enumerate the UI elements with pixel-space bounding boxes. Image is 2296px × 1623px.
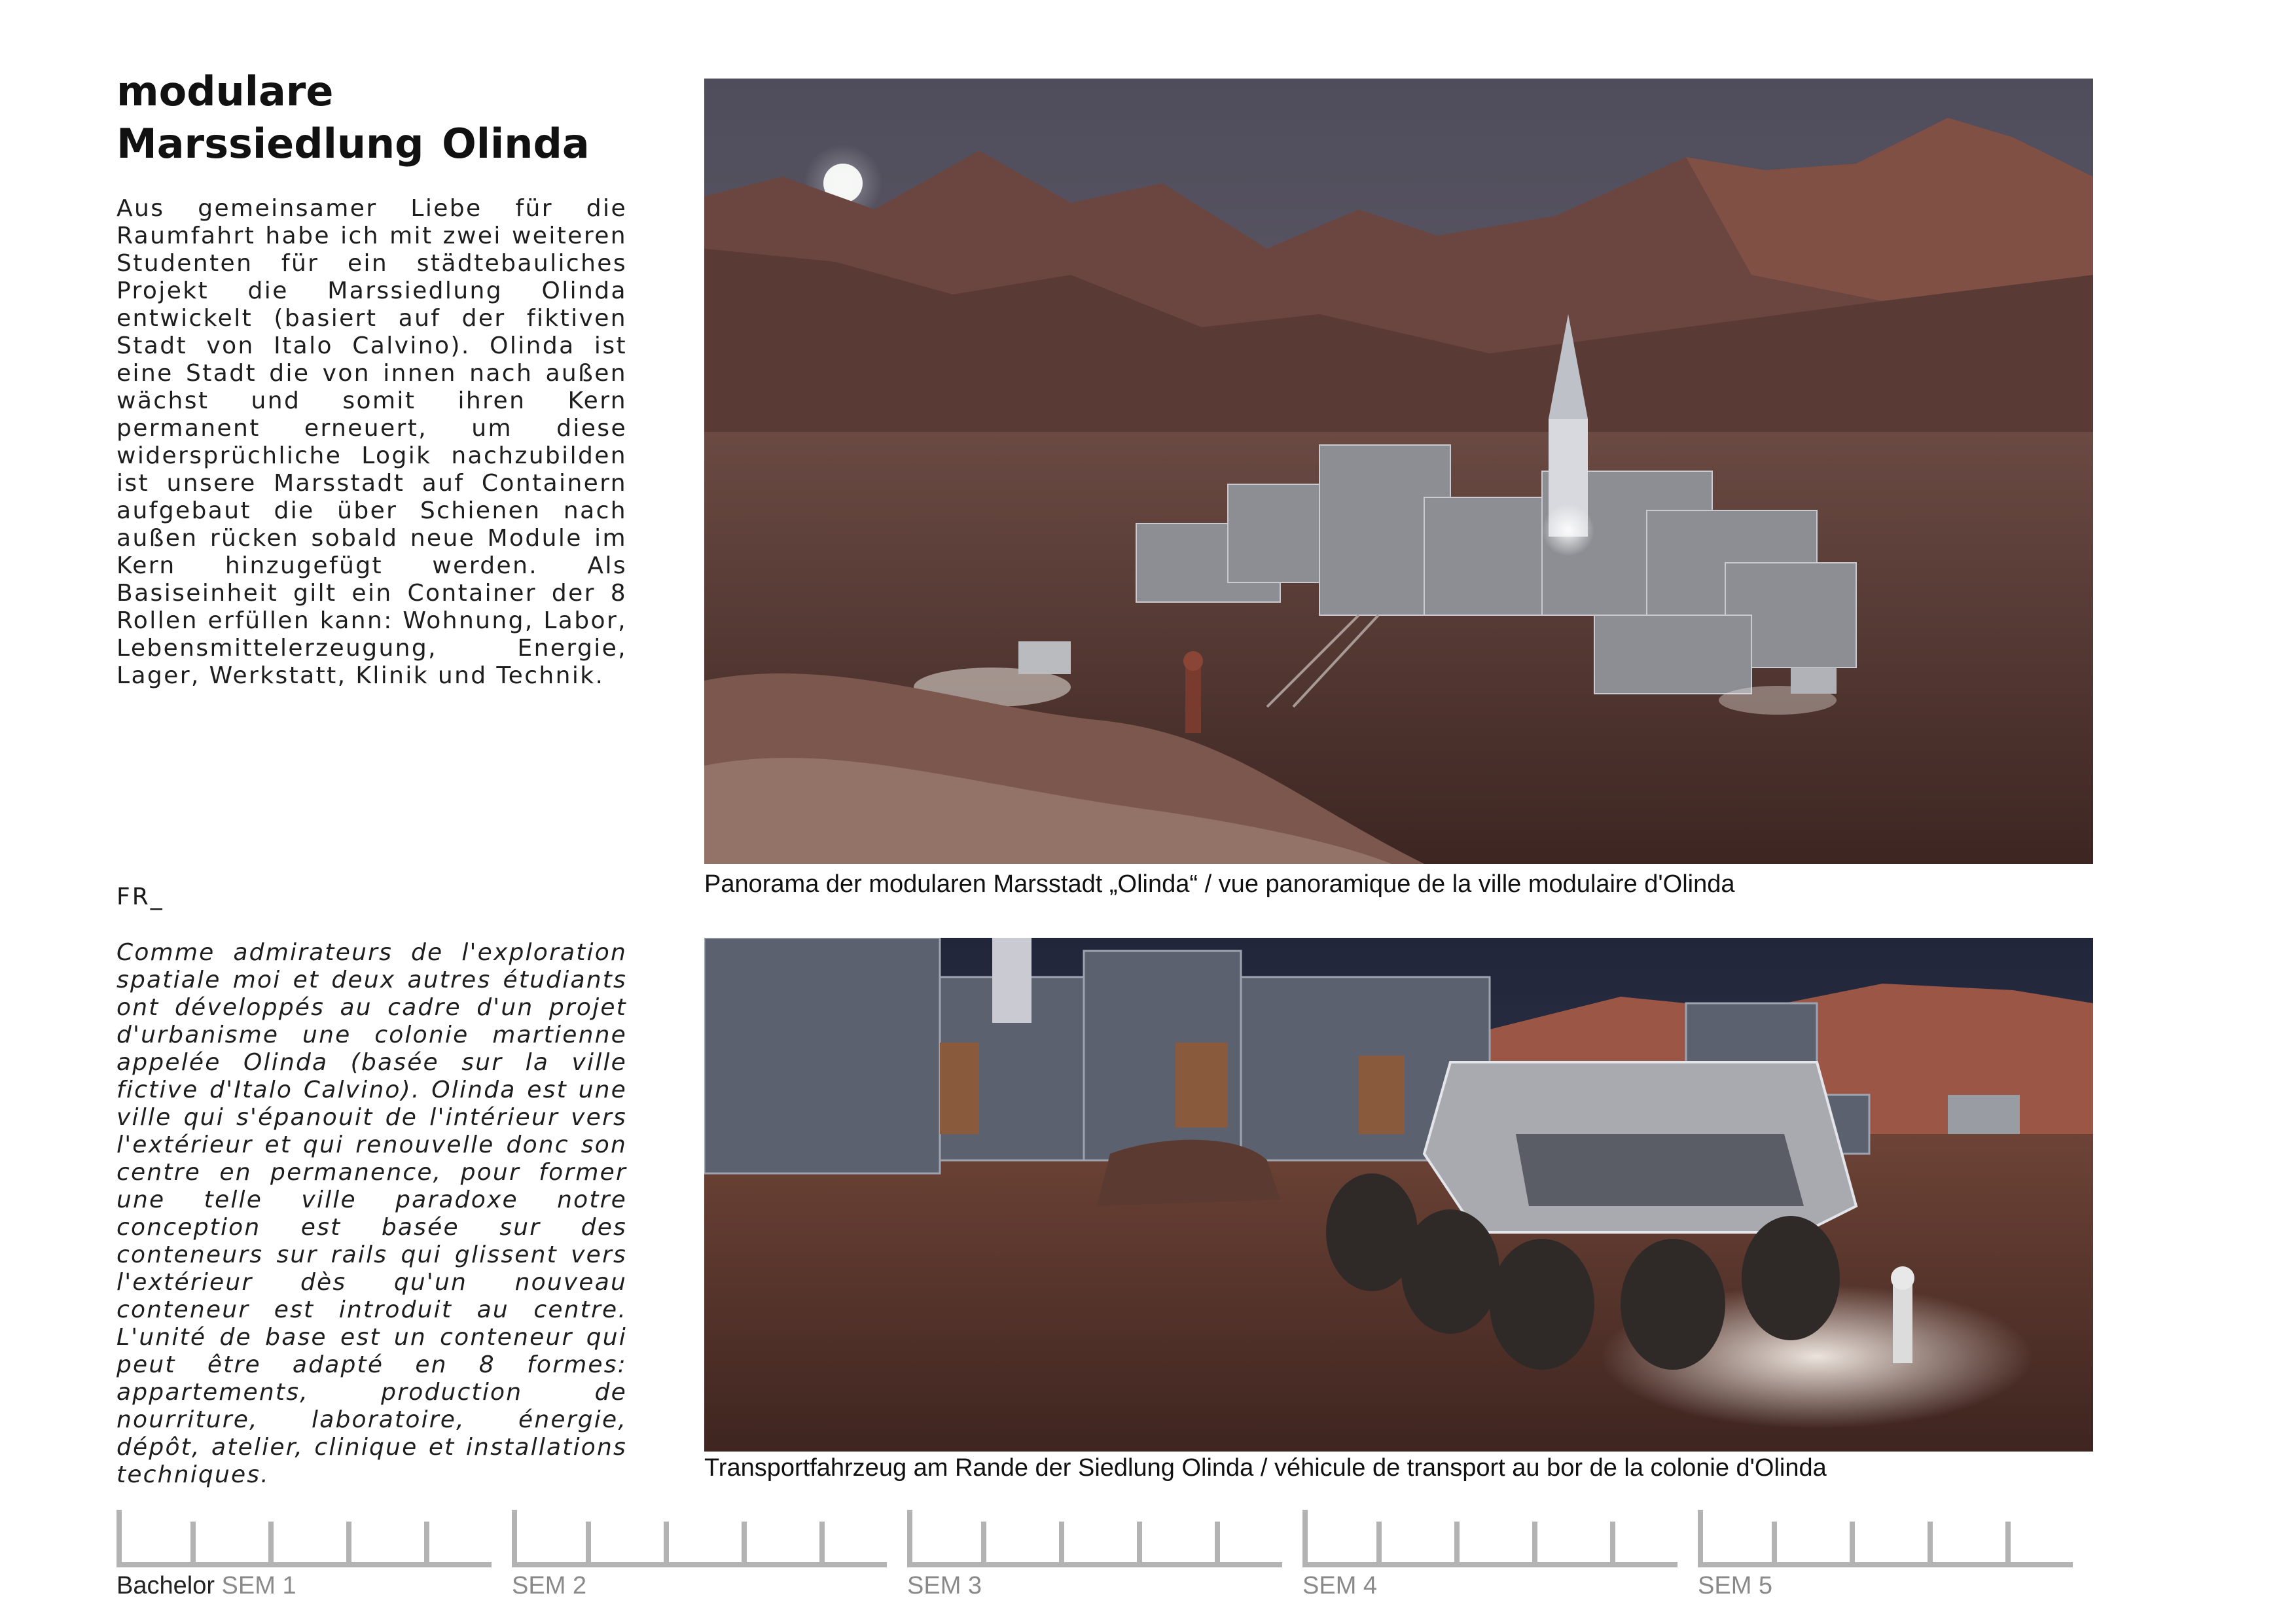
timeline-label-sem-4: SEM 4 xyxy=(1302,1572,1378,1599)
panorama-caption: Panorama der modularen Marsstadt „Olinda“ / vue panoramique de la ville modulaire d'Olinda xyxy=(704,870,1735,898)
rover-caption: Transportfahrzeug am Rande der Siedlung Olinda / véhicule de transport au bor de la colonie d'Olinda xyxy=(704,1454,1827,1482)
french-section-label: FR_ xyxy=(117,883,164,910)
timeline-segment-sem-2 xyxy=(512,1505,887,1567)
timeline-label-sem-1: Bachelor SEM 1 xyxy=(117,1572,296,1599)
timeline-label-sem-2: SEM 2 xyxy=(512,1572,587,1599)
timeline-segment-sem-4 xyxy=(1302,1505,1677,1567)
timeline-segment-sem-1 xyxy=(117,1505,492,1567)
panorama-render-illustration xyxy=(704,79,2093,864)
semester-timeline xyxy=(117,1505,2080,1603)
timeline-label-sem-3: SEM 3 xyxy=(907,1572,982,1599)
description-french: Comme admirateurs de l'exploration spatiale moi et deux autres étudiants ont développés au cadre d'un projet d'urbanisme une colonie martienne appelée Olinda (basée sur la ville fictive d'Italo Calvino). Olinda est une ville qui s'épanouit de l'intérieur vers l'extérieur et qui renouvelle donc son centre en permanence, pour former une telle ville paradoxe notre conception est basée sur des conteneurs sur rails qui glissent vers l'extérieur dès qu'un nouveau conteneur est introduit au centre. L'unité de base est un conteneur qui peut être adapté en 8 formes: appartements, production de nourriture, laboratoire, énergie, dépôt, atelier, clinique et installations techniques. xyxy=(117,939,627,1488)
description-german: Aus gemeinsamer Liebe für die Raumfahrt habe ich mit zwei weiteren Studenten für ein städtebauliches Projekt die Marssiedlung Olinda entwickelt (basiert auf der fiktiven Stadt von Italo Calvino). Olinda ist eine Stadt die von innen nach außen wächst und somit ihren Kern permanent erneuert, um diese widersprüchliche Logik nachzubilden ist unsere Marsstadt auf Containern aufgebaut die über Schienen nach außen rücken sobald neue Module im Kern hinzugefügt werden. Als Basiseinheit gilt ein Container der 8 Rollen erfüllen kann: Wohnung, Labor, Lebensmittelerzeugung, Energie, Lager, Werkstatt, Klinik und Technik. xyxy=(117,195,627,689)
timeline-segment-sem-3 xyxy=(907,1505,1282,1567)
bachelor-prefix: Bachelor xyxy=(117,1572,215,1599)
page-title: modulare Marssiedlung Olinda xyxy=(117,67,590,168)
panorama-render-image xyxy=(704,79,2093,864)
timeline-segment-sem-5 xyxy=(1698,1505,2073,1567)
timeline-label-sem-5: SEM 5 xyxy=(1698,1572,1773,1599)
rover-render-illustration xyxy=(704,938,2093,1452)
rover-render-image xyxy=(704,938,2093,1452)
